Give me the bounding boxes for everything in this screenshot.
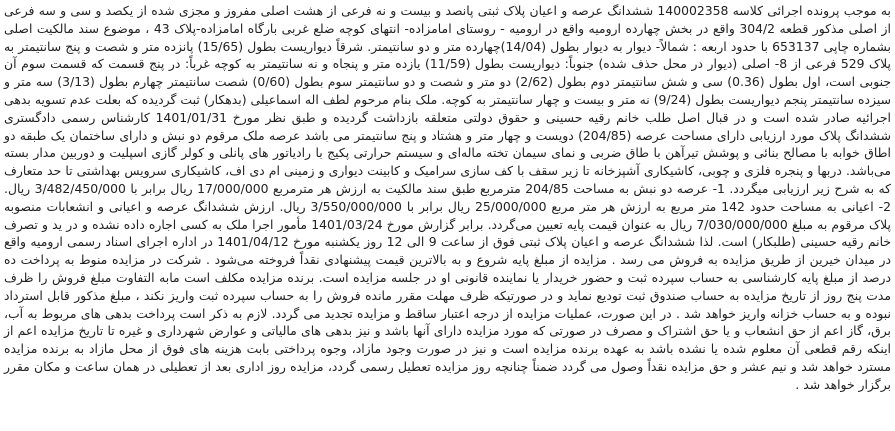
notice-body-text: به موجب پرونده اجرائی کلاسه 140002358 ششدانگ عرصه و اعیان پلاک ثبتی پانصد و بیست و نه فرعی از هشت اصلی مفروز و مجزی شده از یکصد و سی و سه فرعی از اصلی مذکور قطعه 304/2 واقع در بخش چهارده ارومیه واقع در ارومیه - روستای امامزاده- انتهای کوچه ضلع غربی بارگاه امامزاده-پلاک 43 ، موضوع سند مالکیت اصلی بشماره چاپی 653137 با حدود اربعه : شمالاً- دیوار به دیوار بطول (14/04)چهارده متر و دو سانتیمتر. شرقاً دیواریست بطول (15/65) پانزده متر و شصت و پنج سانتیمتر به پلاک 529 فرعی از 8- اصلی (دیوار در محل حذف شده) جنوباً: دیواریست بطول (11/59) یازده متر و پنجاه و نه سانتیمتر به کوچه غرباً: در پنج قسمت که قسمت سوم آن جنوبی است، اول بطول (0.36) سی و شش سانتیمتر دوم بطول (2/62) دو متر و شصت و دو سانتیمتر سوم بطول (0/60) شصت سانتیمتر چهارم بطول (3/13) سه متر و سیزده سانتیمتر پنجم دیواریست بطول (9/24) نه متر و بیست و چهار سانتیمتر به کوچه. ملک بنام مرحوم لطف اله اسماعیلی (بدهکار) ثبت گردیده که بعلت عدم تسویه بدهی اجرائیه صادر شده است و در قبال اصل طلب خانم رقیه حسینی و حقوق دولتی متعلقه بازداشت گردیده و طبق نظر مورخ 1401/01/31 کارشناس رسمی دادگستری ششدانگ پلاک مورد ارزیابی دارای مساحت عرصه (204/85) دویست و چهار متر و هشتاد و پنج سانتیمتر می باشد عرصه ملک مرقوم دو نبش و دارای ساختمان یک طبقه دو اطاق خوابه با مصالح بنائی و پوشش تیرآهن با طاق ضربی و نمای سیمان تخته ماله‌ای و سیستم حرارتی پکیج با رادیاتور های پانلی و کولر گازی اسپلیت و دوربین مدار بسته می‌باشد. دربها و پنجره فلزی و چوبی، کاشیکاری آشپزخانه تا زیر سقف با کف سازی سرامیک و کابینت دیواری و زمینی ام دی اف، کاشیکاری سرویس بهداشتی تا حد متعارف که به شرح زیر ارزیابی میگردد. 1- عرصه دو نبش به مساحت 204/85 مترمربع طبق سند مالکیت به ارزش هر مترمربع 17/000/000 ریال برابر با 3/482/450/000 ریال. 2- اعیانی به مساحت حدود 142 متر مربع به ارزش هر متر مربع 25/000/000 ریال برابر با 3/550/000/000 ریال. ارزش ششدانگ عرصه و اعیانی و انشعابات منصوبه پلاک مرقوم به مبلغ 7/030/000/000 ریال به عنوان قیمت پایه تعیین می‌گردد. برابر گزارش مورخ 1401/03/24 مأمور اجرا ملک به کسی اجاره داده نشده و در ید و تصرف خانم رقیه حسینی (طلبکار) است. لذا ششدانگ عرصه و اعیان پلاک ثبتی فوق از ساعت 9 الی 12 روز یکشنبه مورخ 1401/04/12 در اداره اجرای اسناد رسمی ارومیه واقع در میدان خیرین از طریق مزایده به فروش می رسد . مزایده از مبلغ پایه شروع و به بالاترین قیمت پیشنهادی نقداً فروخته می‌شود . شرکت در مزایده منوط به پرداخت ده درصد از مبلغ پایه کارشناسی به حساب سپرده ثبت و حضور خریدار یا نماینده قانونی او در جلسه مزایده است. برنده مزایده مکلف است مابه التفاوت مبلغ فروش را ظرف مدت پنج روز از تاریخ مزایده به حساب صندوق ثبت تودیع نماید و در صورتیکه ظرف مهلت مقرر مانده فروش را به حساب سپرده ثبت واریز نکند ، مبلغ مذکور قابل استرداد نبوده و به حساب خزانه واریز خواهد شد . در این صورت، عملیات مزایده از درجه اعتبار ساقط و مزایده تجدید می گردد. لازم به ذکر است پرداخت بدهی های مربوط به آب، برق، گاز اعم از حق انشعاب و یا حق اشتراک و مصرف در صورتی که مورد مزایده دارای آنها باشد و نیز بدهی های مالیاتی و عوارض شهرداری و غیره تا تاریخ مزایده اعم از اینکه رقم قطعی آن معلوم شده یا نشده باشد به عهده برنده مزایده است و نیز در صورت وجود مازاد، وجوه پرداختی بابت هزینه های فوق از محل مازاد به برنده مزایده مسترد خواهد شد و نیم عشر و حق مزایده نقداً وصول می گردد ضمناً چنانچه روز مزایده تعطیل رسمی گردد، مزایده روز اداری بعد از تعطیلی در همان ساعت و مکان مقرر برگزار خواهد شد . (4, 3, 892, 392)
